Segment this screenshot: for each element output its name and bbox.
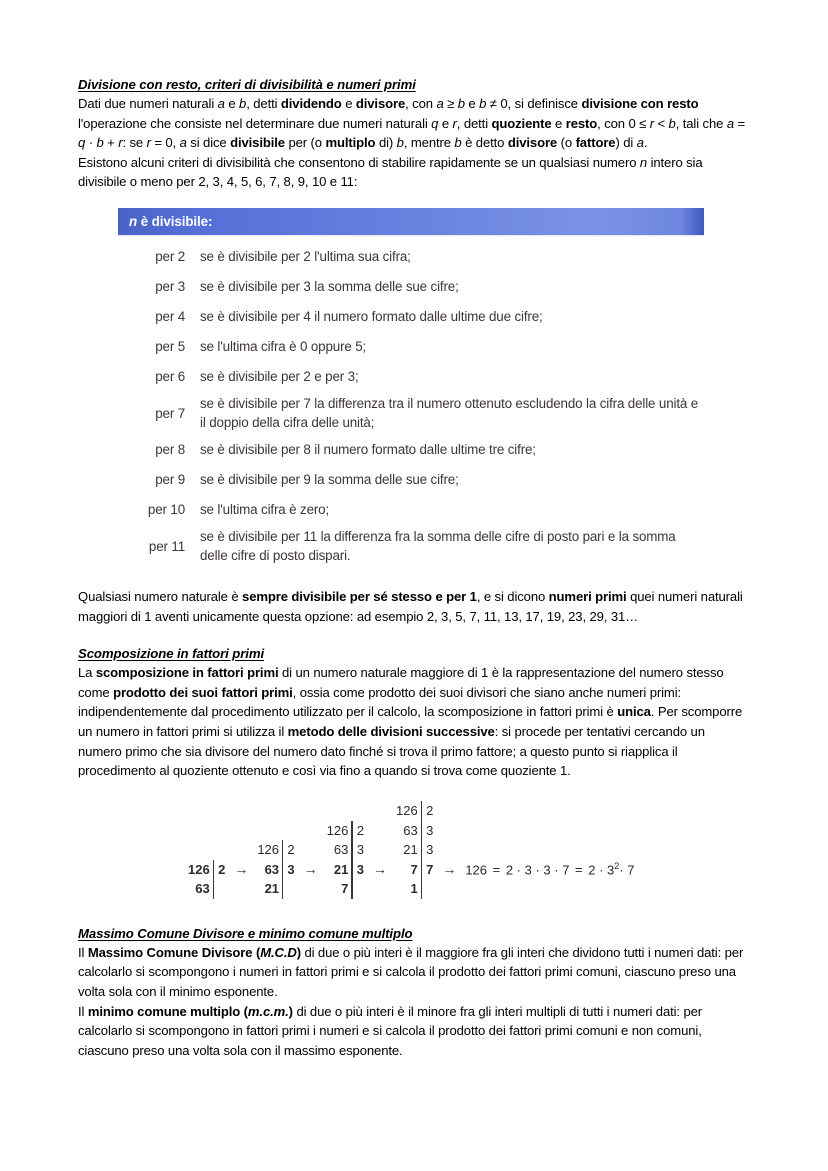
result-power-tail: · 7 <box>619 862 635 878</box>
table-cell-key: per 7 <box>155 405 185 421</box>
spacer <box>78 626 750 645</box>
table-cell-key: per 9 <box>155 472 185 488</box>
table-row <box>118 272 704 302</box>
table-row <box>118 392 704 435</box>
dividend-cell: 63 <box>333 842 349 858</box>
table-row <box>118 302 704 332</box>
table-cell-rule: se è divisibile per 8 il numero formato dalle ultime tre cifre; <box>200 442 536 458</box>
step-dividends <box>257 840 282 899</box>
table-cell-rule: se è divisibile per 7 la differenza tra il numero ottenuto escludendo la cifra delle unità e il doppio della cifra delle unità; <box>200 395 699 431</box>
dividend-cell: 126 <box>395 803 418 819</box>
table-cell-rule: se è divisibile per 11 la differenza fra la somma delle cifre di posto pari e la somma delle cifre di posto dispari. <box>200 528 676 564</box>
divisibility-table <box>118 208 704 568</box>
dividend-cell: 63 <box>264 861 280 877</box>
paragraph-numeri-primi: Qualsiasi numero naturale è sempre divisibile per sé stesso e per 1, e si dicono numeri primi quei numeri naturali maggiori di 1 aventi unicamente questa opzione: ad esempio 2, 3, 5, 7, 11, 13, 17, 19, 23, 29, 31… <box>78 588 743 624</box>
spacer <box>78 568 750 587</box>
dividend-cell: 7 <box>341 881 349 897</box>
table-cell-rule: se è divisibile per 2 l'ultima sua cifra; <box>200 249 411 265</box>
section-heading-mcd-mcm: Massimo Comune Divisore e minimo comune multiplo <box>78 925 413 941</box>
arrow-icon: → <box>442 861 457 878</box>
table-cell-key: per 8 <box>155 442 185 458</box>
divisor-cell: 3 <box>356 842 364 858</box>
factorization-step-4 <box>396 801 433 899</box>
divisor-cell: 2 <box>287 842 295 858</box>
table-cell-key: per 2 <box>155 249 185 265</box>
document-content <box>78 76 750 1060</box>
table-row <box>118 242 704 272</box>
divisor-cell: 7 <box>426 861 434 877</box>
result-exponent: 2 <box>614 860 620 871</box>
section-heading-divisione: Divisione con resto, criteri di divisibilità e numeri primi <box>78 77 416 92</box>
paragraph-mcm: Il minimo comune multiplo (m.c.m.) di due o più interi è il minore fra gli interi multipli di tutti i numeri dati: per calcolarlo si scompongono in fattori primi i numeri e si calcola il prodotto dei fattori primi comuni e non comuni, ciascuno preso una volta sola con il massimo esponente. <box>78 1003 703 1058</box>
paragraph-mcd: Il Massimo Comune Divisore (M.C.D) di due o più interi è il maggiore fra gli interi che dividono tutti i numeri dati: per calcolarlo si scompongono i numeri in fattori primi e si calcola il prodotto dei fattori primi comuni, ciascuno preso una volta sola con il minimo esponente. <box>78 944 744 999</box>
table-cell-key: per 3 <box>155 279 185 295</box>
arrow-icon: → <box>234 861 249 878</box>
factorization-step-3 <box>327 821 364 899</box>
section-heading-scomposizione: Scomposizione in fattori primi <box>78 646 265 662</box>
spacer <box>78 899 750 925</box>
dividend-cell: 126 <box>257 842 280 858</box>
paragraph-divisione-definizione: Dati due numeri naturali a e b, detti dividendo e divisore, con a ≥ b e b ≠ 0, si definisce divisione con resto l'operazione che consiste nel determinare due numeri naturali q e r, detti quoziente e resto, con 0 ≤ r < b, tali che a = q · b + r: se r = 0, a si dice divisibile per (o multiplo di) b, mentre b è detto divisore (o fattore) di a. <box>78 96 746 151</box>
divisor-cell: 2 <box>356 822 364 838</box>
arrow-icon: → <box>372 861 387 878</box>
step-dividends <box>396 801 421 899</box>
table-cell-key: per 4 <box>155 309 185 325</box>
divisor-cell: 3 <box>426 842 434 858</box>
step-divisors <box>283 840 294 879</box>
header-variable-n: n <box>129 213 138 229</box>
dividend-cell: 63 <box>195 881 210 897</box>
table-cell-key: per 10 <box>147 502 185 518</box>
step-dividends <box>327 821 352 899</box>
divisibility-table-header <box>118 208 704 235</box>
table-cell-rule: se è divisibile per 9 la somma delle sue cifre; <box>200 472 459 488</box>
table-cell-rule: se l'ultima cifra è 0 oppure 5; <box>200 339 367 355</box>
table-row <box>118 332 704 362</box>
factorization-step-2 <box>257 840 294 899</box>
divisor-cell: 3 <box>287 861 295 877</box>
paragraph-criteri-intro: Esistono alcuni criteri di divisibilità che consentono di stabilire rapidamente se un qualsiasi numero n intero sia divisibile o meno per 2, 3, 4, 5, 6, 7, 8, 9, 10 e 11: <box>78 154 703 190</box>
step-divisors <box>214 860 225 880</box>
dividend-cell: 21 <box>264 881 280 897</box>
arrow-icon: → <box>303 861 318 878</box>
header-rest-label: è divisibile: <box>137 213 213 229</box>
table-cell-rule: se è divisibile per 3 la somma delle sue cifre; <box>200 279 459 295</box>
divisor-cell: 3 <box>426 822 434 838</box>
factorization-result: $126 = 2 \cdot 3 \cdot 3 \cdot 7 = 2 \cdot 3^2\cdot 7$ <box>465 860 635 878</box>
result-expansion: 2 · 3 · 3 · 7 <box>505 862 570 878</box>
table-row <box>118 465 704 495</box>
divisor-cell: 3 <box>356 861 364 877</box>
factorization-figure <box>78 803 750 899</box>
table-row <box>118 435 704 465</box>
divisor-cell: 2 <box>426 803 434 819</box>
table-cell-key: per 11 <box>148 538 185 554</box>
table-cell-rule: se l'ultima cifra è zero; <box>200 502 330 518</box>
paragraph-scomposizione: La scomposizione in fattori primi di un numero naturale maggiore di 1 è la rappresentazione del numero stesso come prodotto dei suoi fattori primi, ossia come prodotto dei suoi divisori che siano anche numeri primi: indipendentemente dal procedimento utilizzato per il calcolo, la scomposizione in fattori primi è unica. Per scomporre un numero in fattori primi si utilizza il metodo delle divisioni successive: si procede per tentativi cercando un numero primo che sia divisore del numero dato finché si trova il primo fattore; a questo punto si riapplica il procedimento al quoziente ottenuto e così via fino a quando si trova come quoziente 1. <box>78 665 743 779</box>
step-divisors <box>353 821 364 880</box>
step-dividends <box>188 860 213 899</box>
dividend-cell: 21 <box>333 861 349 877</box>
result-number: 126 <box>465 862 488 878</box>
dividend-cell: 63 <box>403 822 418 838</box>
table-row <box>118 362 704 392</box>
table-row <box>118 495 704 525</box>
step-divisors <box>422 801 433 879</box>
factorization-step-1 <box>188 860 225 899</box>
divisibility-table-header-label <box>129 214 212 229</box>
dividend-cell: 7 <box>410 861 418 877</box>
dividend-cell: 126 <box>188 861 210 877</box>
table-cell-rule: se è divisibile per 2 e per 3; <box>200 369 359 385</box>
divisor-cell: 2 <box>218 861 226 877</box>
divisibility-table-body <box>118 235 704 568</box>
result-power-base: 2 · 3 <box>588 862 615 878</box>
table-cell-rule: se è divisibile per 4 il numero formato dalle ultime due cifre; <box>200 309 543 325</box>
dividend-cell: 21 <box>403 842 418 858</box>
dividend-cell: 126 <box>326 822 349 838</box>
dividend-cell: 1 <box>410 881 418 897</box>
table-cell-key: per 6 <box>155 369 185 385</box>
table-row <box>118 525 704 568</box>
table-cell-key: per 5 <box>155 339 185 355</box>
